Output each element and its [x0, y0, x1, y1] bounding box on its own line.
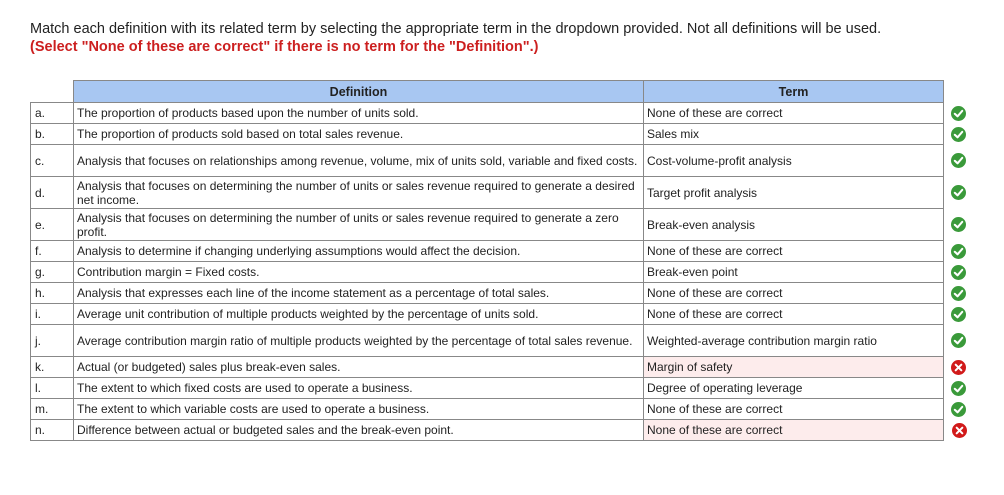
checkmark-icon: [951, 244, 966, 259]
checkmark-icon: [951, 402, 966, 417]
table-row: [31, 283, 968, 304]
status-cell: [944, 399, 968, 420]
checkmark-icon: [951, 106, 966, 121]
table-header: [31, 81, 968, 103]
table-row: [31, 145, 968, 177]
term-dropdown[interactable]: None of these are correct: [644, 241, 944, 262]
row-label: k.: [31, 357, 74, 378]
definition-cell: Analysis that focuses on determining the number of units or sales revenue required to generate a zero profit.: [74, 209, 644, 241]
row-label: f.: [31, 241, 74, 262]
term-dropdown[interactable]: Sales mix: [644, 124, 944, 145]
term-dropdown[interactable]: Break-even analysis: [644, 209, 944, 241]
definition-cell: The proportion of products sold based on total sales revenue.: [74, 124, 644, 145]
table-row: [31, 399, 968, 420]
definition-cell: Analysis to determine if changing underlying assumptions would affect the decision.: [74, 241, 644, 262]
row-label: a.: [31, 103, 74, 124]
row-label: c.: [31, 145, 74, 177]
definition-cell: Analysis that expresses each line of the income statement as a percentage of total sales.: [74, 283, 644, 304]
status-cell: [944, 241, 968, 262]
table-row: [31, 378, 968, 399]
definition-cell: Analysis that focuses on determining the number of units or sales revenue required to generate a desired net income.: [74, 177, 644, 209]
term-dropdown[interactable]: Margin of safety: [644, 357, 944, 378]
table-row: [31, 357, 968, 378]
term-dropdown[interactable]: None of these are correct: [644, 283, 944, 304]
definition-cell: Actual (or budgeted) sales plus break-even sales.: [74, 357, 644, 378]
table-row: [31, 177, 968, 209]
definition-cell: Difference between actual or budgeted sales and the break-even point.: [74, 420, 644, 441]
checkmark-icon: [951, 153, 966, 168]
x-mark-icon: [952, 423, 967, 438]
status-cell: [944, 262, 968, 283]
status-cell: [944, 145, 968, 177]
row-label: g.: [31, 262, 74, 283]
term-dropdown[interactable]: Target profit analysis: [644, 177, 944, 209]
row-label: b.: [31, 124, 74, 145]
checkmark-icon: [951, 185, 966, 200]
instructions-note: (Select "None of these are correct" if there is no term for the "Definition".): [30, 39, 539, 55]
term-dropdown[interactable]: Weighted-average contribution margin ratio: [644, 325, 944, 357]
status-cell: [944, 304, 968, 325]
term-dropdown[interactable]: Degree of operating leverage: [644, 378, 944, 399]
instructions-text: Match each definition with its related term by selecting the appropriate term in the dropdown provided. Not all definitions will be used.: [30, 21, 882, 37]
term-dropdown[interactable]: Break-even point: [644, 262, 944, 283]
table-row: [31, 304, 968, 325]
term-header: Term: [644, 81, 944, 103]
row-label: d.: [31, 177, 74, 209]
checkmark-icon: [951, 217, 966, 232]
status-cell: [944, 103, 968, 124]
term-dropdown[interactable]: None of these are correct: [644, 103, 944, 124]
definition-cell: Average unit contribution of multiple products weighted by the percentage of units sold.: [74, 304, 644, 325]
definition-cell: The proportion of products based upon the number of units sold.: [74, 103, 644, 124]
term-dropdown[interactable]: Cost-volume-profit analysis: [644, 145, 944, 177]
table-row: [31, 124, 968, 145]
row-label: j.: [31, 325, 74, 357]
row-label: h.: [31, 283, 74, 304]
definition-cell: Analysis that focuses on relationships among revenue, volume, mix of units sold, variable and fixed costs.: [74, 145, 644, 177]
status-cell: [944, 283, 968, 304]
row-label: n.: [31, 420, 74, 441]
label-header: [31, 81, 74, 103]
term-dropdown[interactable]: None of these are correct: [644, 399, 944, 420]
checkmark-icon: [951, 307, 966, 322]
term-dropdown[interactable]: None of these are correct: [644, 304, 944, 325]
table-row: [31, 420, 968, 441]
status-cell: [944, 378, 968, 399]
status-cell: [944, 357, 968, 378]
definition-cell: The extent to which variable costs are used to operate a business.: [74, 399, 644, 420]
status-cell: [944, 177, 968, 209]
row-label: l.: [31, 378, 74, 399]
checkmark-icon: [951, 381, 966, 396]
definition-cell: Contribution margin = Fixed costs.: [74, 262, 644, 283]
matching-table: [30, 80, 968, 441]
table-row: [31, 325, 968, 357]
table-row: [31, 103, 968, 124]
table-row: [31, 241, 968, 262]
table-row: [31, 209, 968, 241]
status-cell: [944, 420, 968, 441]
definition-cell: Average contribution margin ratio of multiple products weighted by the percentage of total sales revenue.: [74, 325, 644, 357]
x-mark-icon: [951, 360, 966, 375]
term-dropdown[interactable]: None of these are correct: [644, 420, 944, 441]
row-label: m.: [31, 399, 74, 420]
status-cell: [944, 325, 968, 357]
checkmark-icon: [951, 265, 966, 280]
checkmark-icon: [951, 286, 966, 301]
status-header: [944, 81, 968, 103]
definition-cell: The extent to which fixed costs are used to operate a business.: [74, 378, 644, 399]
checkmark-icon: [951, 333, 966, 348]
table-row: [31, 262, 968, 283]
status-cell: [944, 124, 968, 145]
instructions: [30, 20, 990, 56]
checkmark-icon: [951, 127, 966, 142]
row-label: i.: [31, 304, 74, 325]
definition-header: Definition: [74, 81, 644, 103]
status-cell: [944, 209, 968, 241]
row-label: e.: [31, 209, 74, 241]
